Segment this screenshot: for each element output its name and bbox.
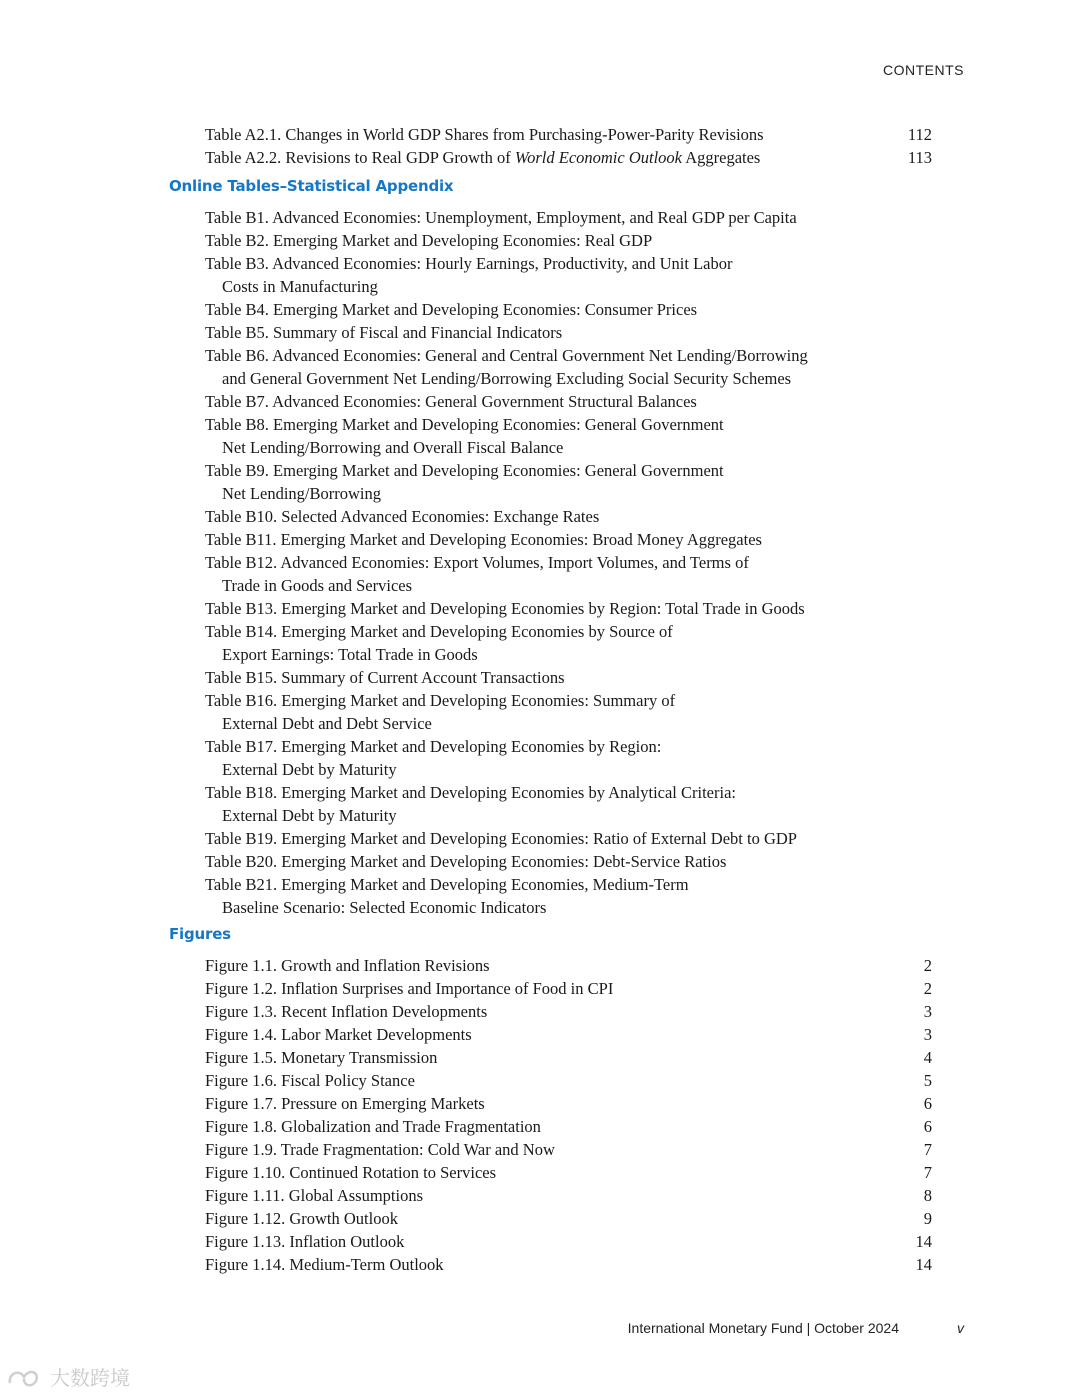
toc-entry-online-table[interactable]: [205, 459, 935, 505]
toc-entry-table[interactable]: [205, 146, 935, 169]
toc-entry-figure[interactable]: [205, 954, 935, 977]
entry-title-continued: and General Government Net Lending/Borrowing Excluding Social Security Schemes: [222, 369, 792, 388]
toc-entry-online-table[interactable]: [205, 666, 935, 689]
toc-entry-figure[interactable]: [205, 1092, 935, 1115]
entry-title: Figure 1.5. Monetary Transmission: [205, 1048, 438, 1067]
toc-entry-table[interactable]: [205, 123, 935, 146]
entry-title: Figure 1.9. Trade Fragmentation: Cold War and Now: [205, 1140, 555, 1159]
toc-entry-online-table[interactable]: [205, 735, 935, 781]
entry-title: Table B19. Emerging Market and Developing Economies: Ratio of External Debt to GDP: [205, 829, 797, 848]
entry-title: Figure 1.1. Growth and Inflation Revisions: [205, 956, 490, 975]
entry-page-number: 2: [923, 979, 932, 998]
entry-title: Table B14. Emerging Market and Developing Economies by Source of: [205, 622, 673, 641]
toc-entry-figure[interactable]: [205, 1230, 935, 1253]
entry-title-continued: Baseline Scenario: Selected Economic Indicators: [222, 898, 547, 917]
entry-title: Figure 1.7. Pressure on Emerging Markets: [205, 1094, 485, 1113]
toc-entry-figure[interactable]: [205, 1023, 935, 1046]
toc-entry-online-table[interactable]: [205, 689, 935, 735]
entry-title: Table B5. Summary of Fiscal and Financial Indicators: [205, 323, 563, 342]
section-heading-figures: Figures: [169, 925, 231, 943]
toc-entry-figure[interactable]: [205, 1207, 935, 1230]
entry-title: Table B7. Advanced Economies: General Government Structural Balances: [205, 392, 697, 411]
entry-title-continued: Net Lending/Borrowing and Overall Fiscal Balance: [222, 438, 564, 457]
entry-title: Figure 1.8. Globalization and Trade Fragmentation: [205, 1117, 541, 1136]
entry-title-continued: Export Earnings: Total Trade in Goods: [222, 645, 478, 664]
entry-title-continued: Net Lending/Borrowing: [222, 484, 382, 503]
entry-title: Figure 1.14. Medium-Term Outlook: [205, 1255, 444, 1274]
entry-title: Table B9. Emerging Market and Developing Economies: General Government: [205, 461, 724, 480]
toc-entry-online-table[interactable]: [205, 597, 935, 620]
entry-title-continued: Trade in Goods and Services: [222, 576, 413, 595]
toc-entry-online-table[interactable]: [205, 850, 935, 873]
entry-title: Figure 1.11. Global Assumptions: [205, 1186, 424, 1205]
toc-entry-online-table[interactable]: [205, 206, 935, 229]
entry-title: Table B21. Emerging Market and Developing Economies, Medium-Term: [205, 875, 689, 894]
toc-entry-online-table[interactable]: [205, 827, 935, 850]
entry-page-number: 113: [907, 148, 932, 167]
entry-title: Table B15. Summary of Current Account Transactions: [205, 668, 565, 687]
entry-title: Figure 1.2. Inflation Surprises and Importance of Food in CPI: [205, 979, 614, 998]
toc-entry-online-table[interactable]: [205, 390, 935, 413]
entry-page-number: 14: [915, 1232, 932, 1251]
entry-page-number: 14: [915, 1255, 932, 1274]
footer-publisher: International Monetary Fund | October 2024: [627, 1320, 899, 1336]
entry-page-number: 8: [923, 1186, 932, 1205]
toc-entry-figure[interactable]: [205, 977, 935, 1000]
entry-title: Table B10. Selected Advanced Economies: Exchange Rates: [205, 507, 600, 526]
entry-title: Figure 1.6. Fiscal Policy Stance: [205, 1071, 415, 1090]
entry-title-pre: Table A2.2. Revisions to Real GDP Growth of: [205, 148, 515, 167]
entry-title: Figure 1.10. Continued Rotation to Services: [205, 1163, 497, 1182]
entry-title-continued: External Debt and Debt Service: [222, 714, 432, 733]
toc-entry-online-table[interactable]: [205, 781, 935, 827]
entry-title: Table B3. Advanced Economies: Hourly Earnings, Productivity, and Unit Labor: [205, 254, 733, 273]
entry-page-number: 7: [923, 1163, 932, 1182]
toc-entry-figure[interactable]: [205, 1161, 935, 1184]
entry-title: Table B20. Emerging Market and Developing Economies: Debt-Service Ratios: [205, 852, 727, 871]
toc-entry-figure[interactable]: [205, 1184, 935, 1207]
toc-entry-online-table[interactable]: [205, 620, 935, 666]
entry-title: Figure 1.4. Labor Market Developments: [205, 1025, 472, 1044]
toc-entry-online-table[interactable]: [205, 505, 935, 528]
entry-page-number: 6: [923, 1094, 932, 1113]
entry-page-number: 5: [923, 1071, 932, 1090]
entry-title-continued: External Debt by Maturity: [222, 760, 397, 779]
watermark-logo-icon: [6, 1365, 46, 1389]
entry-page-number: 2: [923, 956, 932, 975]
toc-entry-online-table[interactable]: [205, 298, 935, 321]
toc-entry-online-table[interactable]: [205, 528, 935, 551]
toc-entry-figure[interactable]: [205, 1253, 935, 1276]
entry-page-number: 4: [923, 1048, 932, 1067]
page-number: v: [957, 1320, 964, 1336]
entry-title: Figure 1.13. Inflation Outlook: [205, 1232, 405, 1251]
toc-entry-figure[interactable]: [205, 1000, 935, 1023]
entry-title: Table B12. Advanced Economies: Export Volumes, Import Volumes, and Terms of: [205, 553, 749, 572]
entry-title: Table B17. Emerging Market and Developing Economies by Region:: [205, 737, 662, 756]
entry-title: Table B11. Emerging Market and Developing Economies: Broad Money Aggregates: [205, 530, 762, 549]
entry-title: Table B16. Emerging Market and Developing Economies: Summary of: [205, 691, 676, 710]
toc-entry-online-table[interactable]: [205, 344, 935, 390]
toc-entry-online-table[interactable]: [205, 551, 935, 597]
entry-page-number: 6: [923, 1117, 932, 1136]
entry-page-number: 7: [923, 1140, 932, 1159]
watermark-text: 大数跨境: [50, 1366, 130, 1390]
toc-entry-figure[interactable]: [205, 1046, 935, 1069]
toc-entry-online-table[interactable]: [205, 321, 935, 344]
entry-page-number: 9: [923, 1209, 932, 1228]
entry-page-number: 112: [907, 125, 932, 144]
entry-title: Table B4. Emerging Market and Developing Economies: Consumer Prices: [205, 300, 698, 319]
entry-title: Figure 1.12. Growth Outlook: [205, 1209, 398, 1228]
running-head: CONTENTS: [883, 62, 964, 78]
entry-page-number: 3: [923, 1002, 932, 1021]
watermark: [6, 1362, 130, 1391]
entry-title: Table B8. Emerging Market and Developing Economies: General Government: [205, 415, 724, 434]
entry-title-ital: World Economic Outlook: [514, 148, 682, 167]
toc-entry-online-table[interactable]: [205, 252, 935, 298]
entry-title: Table B1. Advanced Economies: Unemployment, Employment, and Real GDP per Capita: [205, 208, 797, 227]
entry-title: Table B6. Advanced Economies: General and Central Government Net Lending/Borrowing: [205, 346, 808, 365]
entry-page-number: 3: [923, 1025, 932, 1044]
entry-title-post: Aggregates: [682, 148, 761, 167]
toc-entry-online-table[interactable]: [205, 873, 935, 919]
toc-entry-online-table[interactable]: [205, 413, 935, 459]
toc-entry-figure[interactable]: [205, 1069, 935, 1092]
entry-title: Table A2.1. Changes in World GDP Shares from Purchasing-Power-Parity Revisions: [205, 125, 764, 144]
entry-title: Table B13. Emerging Market and Developing Economies by Region: Total Trade in Goods: [205, 599, 805, 618]
entry-title: Table B18. Emerging Market and Developing Economies by Analytical Criteria:: [205, 783, 736, 802]
entry-title-continued: External Debt by Maturity: [222, 806, 397, 825]
entry-title: Table B2. Emerging Market and Developing Economies: Real GDP: [205, 231, 653, 250]
entry-title-continued: Costs in Manufacturing: [222, 277, 378, 296]
section-heading-online-tables: Online Tables–Statistical Appendix: [169, 177, 454, 195]
toc-entry-figure[interactable]: [205, 1138, 935, 1161]
toc-entry-figure[interactable]: [205, 1115, 935, 1138]
toc-entry-online-table[interactable]: [205, 229, 935, 252]
entry-title: Figure 1.3. Recent Inflation Developments: [205, 1002, 488, 1021]
